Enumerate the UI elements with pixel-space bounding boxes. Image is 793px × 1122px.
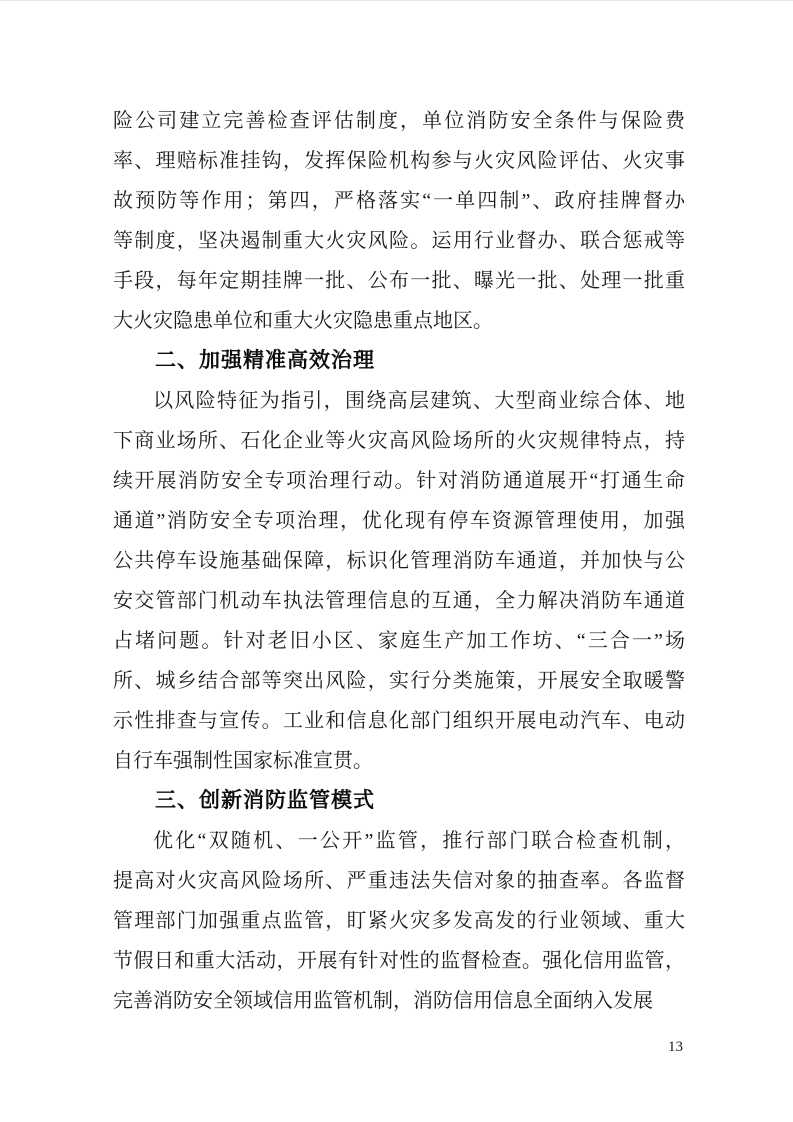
text-line: 优化“双随机、一公开”监管，推行部门联合检查机制， bbox=[153, 830, 685, 852]
section-heading-3: 三、创新消防监管模式 bbox=[155, 789, 375, 812]
text-line: 安交管部门机动车执法管理信息的互通，全力解决消防车通道 bbox=[113, 590, 685, 612]
text-line: 自行车强制性国家标准宣贯。 bbox=[113, 750, 373, 772]
text-line: 提高对火灾高风险场所、严重违法失信对象的抽查率。各监督 bbox=[113, 870, 685, 892]
section-3-paragraph bbox=[113, 821, 685, 1021]
text-line: 以风险特征为指引，围绕高层建筑、大型商业综合体、地 bbox=[153, 390, 685, 412]
paragraph-continuation bbox=[113, 101, 685, 341]
text-line: 所、城乡结合部等突出风险，实行分类施策，开展安全取暖警 bbox=[113, 670, 685, 692]
text-line: 故预防等作用；第四，严格落实“一单四制”、政府挂牌督办 bbox=[113, 190, 685, 212]
text-line: 完善消防安全领域信用监管机制，消防信用信息全面纳入发展 bbox=[113, 990, 653, 1012]
section-heading-2: 二、加强精准高效治理 bbox=[155, 349, 375, 372]
text-line: 险公司建立完善检查评估制度，单位消防安全条件与保险费 bbox=[113, 110, 685, 132]
page-body bbox=[113, 101, 685, 1021]
text-line: 手段，每年定期挂牌一批、公布一批、曝光一批、处理一批重 bbox=[113, 270, 685, 292]
text-line: 率、理赔标准挂钩，发挥保险机构参与火灾风险评估、火灾事 bbox=[113, 150, 685, 172]
text-line: 等制度，坚决遏制重大火灾风险。运用行业督办、联合惩戒等 bbox=[113, 230, 685, 252]
text-line: 示性排查与宣传。工业和信息化部门组织开展电动汽车、电动 bbox=[113, 710, 685, 732]
text-line: 大火灾隐患单位和重大火灾隐患重点地区。 bbox=[113, 310, 493, 332]
text-line: 节假日和重大活动，开展有针对性的监督检查。强化信用监管， bbox=[113, 950, 685, 972]
text-line: 下商业场所、石化企业等火灾高风险场所的火灾规律特点，持 bbox=[113, 430, 685, 452]
page-number: 13 bbox=[668, 1039, 683, 1055]
text-line: 公共停车设施基础保障，标识化管理消防车通道，并加快与公 bbox=[113, 550, 685, 572]
text-line: 通道”消防安全专项治理，优化现有停车资源管理使用，加强 bbox=[113, 510, 685, 532]
text-line: 占堵问题。针对老旧小区、家庭生产加工作坊、“三合一”场 bbox=[113, 630, 685, 652]
section-2-paragraph bbox=[113, 381, 685, 781]
text-line: 管理部门加强重点监管，盯紧火灾多发高发的行业领域、重大 bbox=[113, 910, 685, 932]
text-line: 续开展消防安全专项治理行动。针对消防通道展开“打通生命 bbox=[113, 470, 685, 492]
